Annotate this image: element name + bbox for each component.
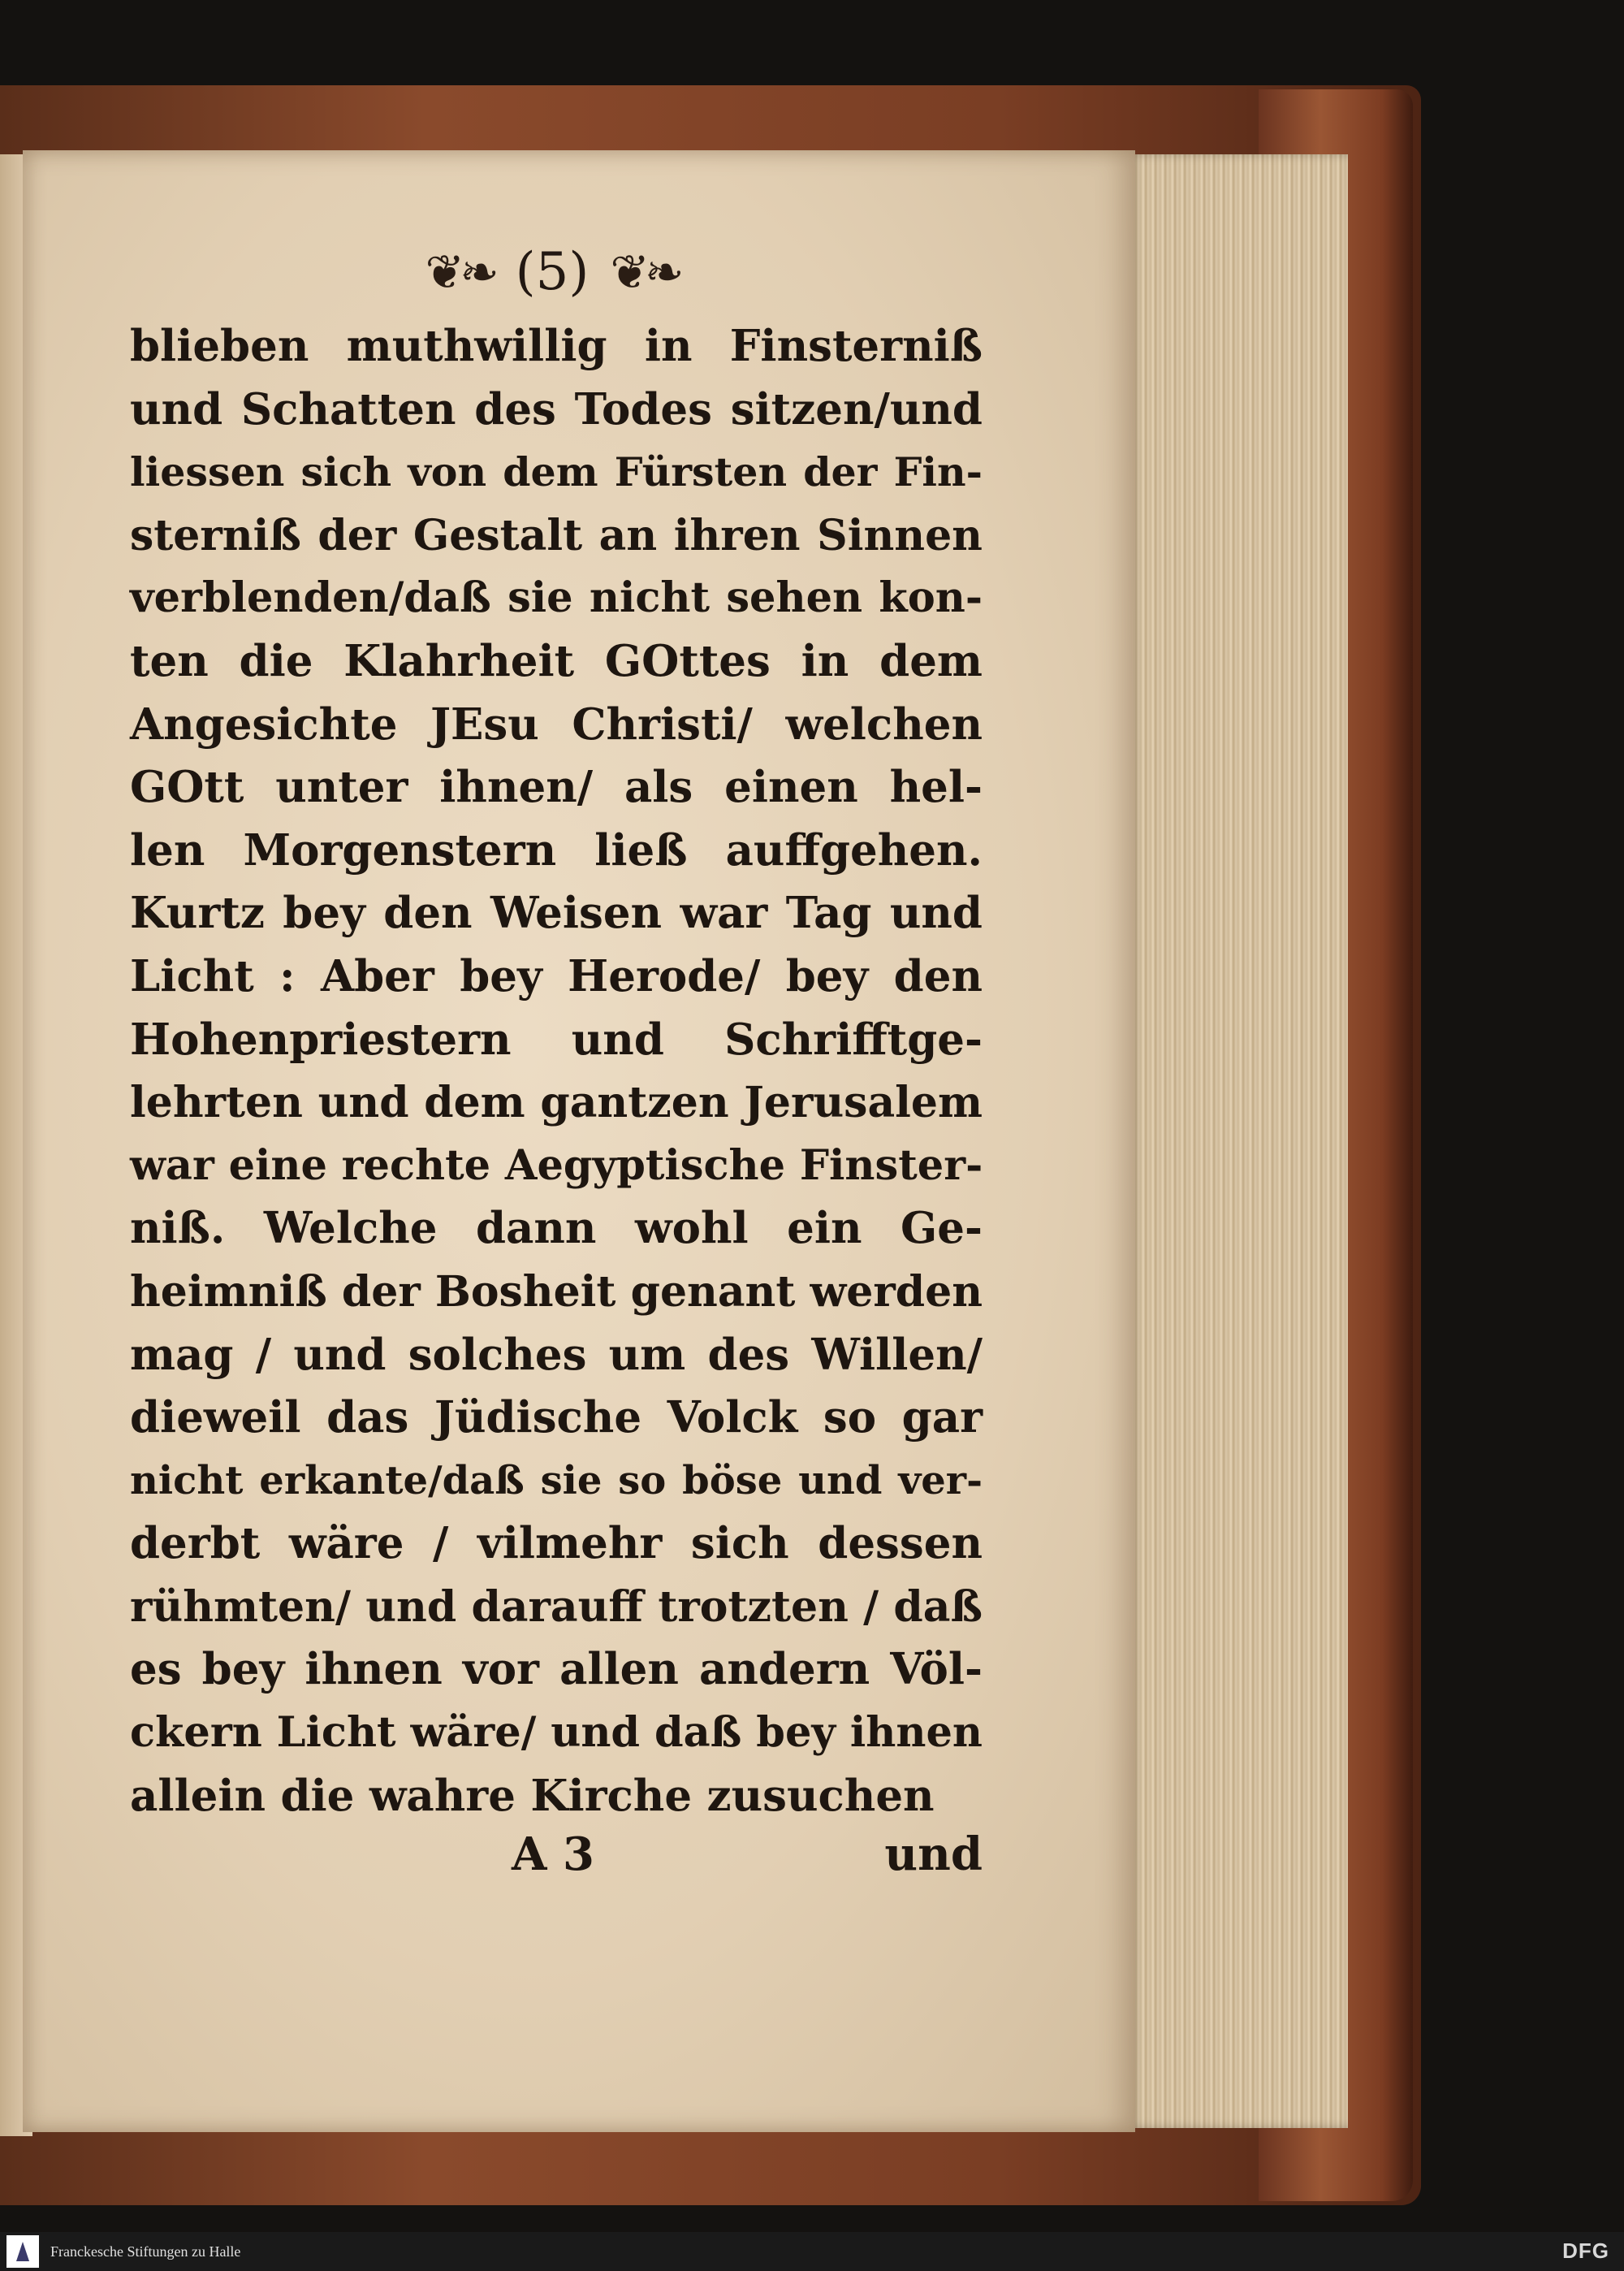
text-line: dieweil das Jüdische Volck so gar (130, 1392, 983, 1443)
text-line: derbt wäre / vilmehr sich dessen (130, 1518, 983, 1569)
text-line: ten die Klahrheit GOttes in dem (130, 635, 983, 686)
dfg-logo: DFG (1562, 2239, 1609, 2263)
ornament-left: ❦❧ (425, 244, 495, 300)
text-line: sterniß der Gestalt an ihren Sinnen (130, 510, 983, 560)
text-line: war eine rechte Aegyptische Finster- (130, 1140, 983, 1190)
body-text (130, 315, 983, 1828)
text-line: Kurtz bey den Weisen war Tag und (130, 888, 983, 939)
text-line: und Schatten des Todes sitzen/und (130, 383, 983, 435)
page-number: (5) (515, 242, 590, 302)
logo-shape (16, 2242, 29, 2261)
page-header (374, 236, 731, 309)
text-line: heimniß der Bosheit genant werden (130, 1266, 983, 1317)
text-line: len Morgenstern ließ auffgehen. (130, 824, 983, 876)
viewer-footer (0, 2232, 1624, 2271)
institution-logo-icon (6, 2235, 39, 2268)
text-line: nicht erkante/daß sie so böse und ver- (130, 1457, 983, 1503)
text-line: rühmten/ und darauff trotzten / daß (130, 1581, 983, 1632)
text-line: Hohenpriestern und Schrifftge- (130, 1014, 983, 1065)
text-line: es bey ihnen vor allen andern Völ- (130, 1644, 983, 1695)
text-line: ckern Licht wäre/ und daß bey ihnen (130, 1708, 983, 1758)
text-line: mag / und solches um des Willen/ (130, 1329, 983, 1380)
text-line: niß. Welche dann wohl ein Ge- (130, 1203, 983, 1254)
text-line: liessen sich von dem Fürsten der Fin- (130, 448, 983, 496)
signature-mark: A 3 (512, 1828, 594, 1881)
text-line: Licht : Aber bey Herode/ bey den (130, 950, 983, 1001)
text-line: GOtt unter ihnen/ als einen hel- (130, 762, 983, 813)
text-line: Angesichte JEsu Christi/ welchen (130, 699, 983, 750)
ornament-right: ❦❧ (610, 244, 680, 300)
text-line: verblenden/daß sie nicht sehen kon- (130, 573, 983, 623)
page-footer-line (130, 1828, 983, 1892)
text-line: lehrten und dem gantzen Jerusalem (130, 1078, 983, 1128)
text-line: allein die wahre Kirche zusuchen (130, 1770, 935, 1821)
catchword: und (884, 1828, 983, 1881)
institution-name: Franckesche Stiftungen zu Halle (50, 2243, 241, 2260)
page-edges (1129, 154, 1348, 2128)
text-line: blieben muthwillig in Finsterniß (130, 321, 983, 371)
